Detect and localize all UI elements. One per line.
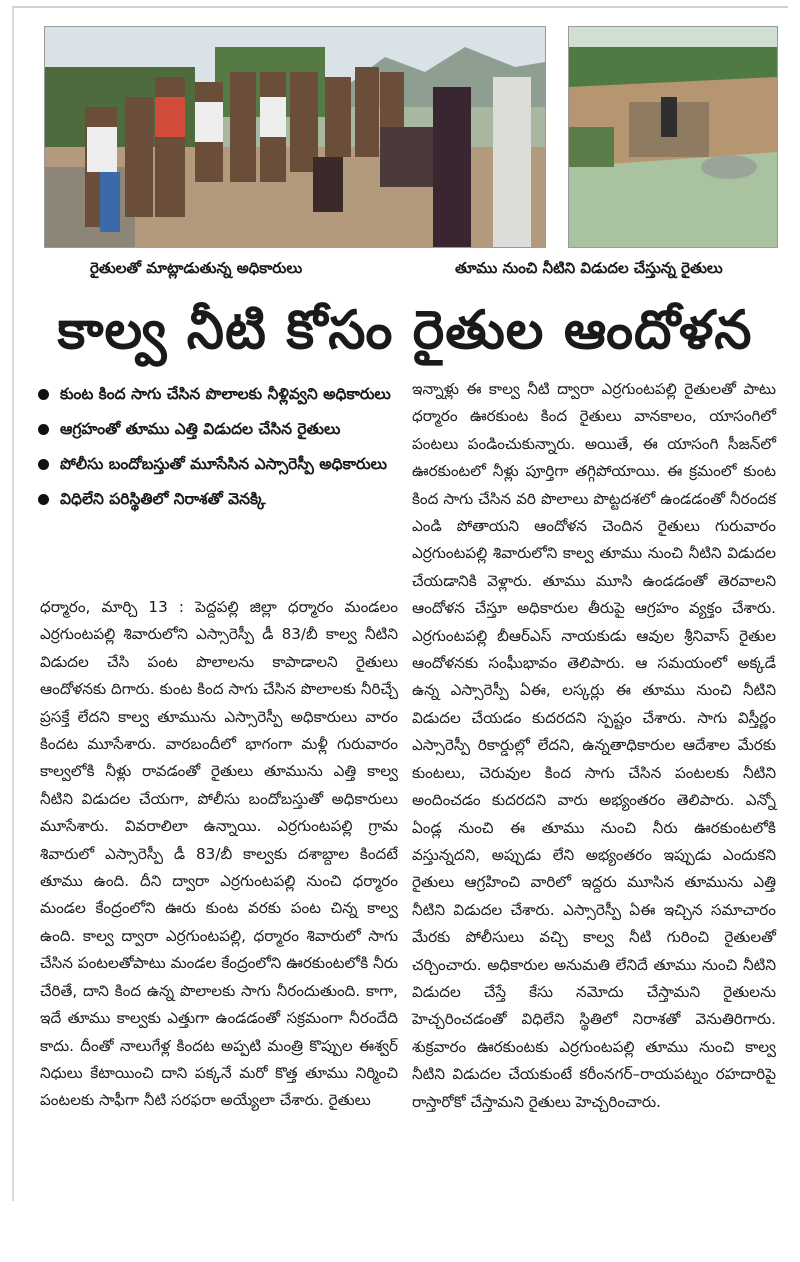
photo-caption-left: రైతులతో మాట్లాడుతున్న అధికారులు bbox=[90, 259, 303, 277]
bullet-dot-icon bbox=[38, 389, 49, 400]
article-body-right: ఇన్నాళ్లు ఈ కాల్వ నీటి ద్వారా ఎర్రగుంటపల్లి రైతులతో పాటు ధర్మారం ఊరకుంట కింద రైతులు వానకాలం, యాసంగిలో పంటలు పండించుకున్నారు. అయితే, ఈ యాసంగి సీజన్‌లో ఊరకుంటలో నీళ్లు పూర్తిగా తగ్గిపోయాయి. ఈ క్రమంలో కుంట కింద సాగు చేసిన వరి పొలాలు పొట్టదశలో ఉండడంతో నీరందక ఎండి పోతాయని ఆందోళన చెందిన రైతులు గురువారం ఎర్రగుంటపల్లి శివారులోని కాల్వ తూము నుంచి నీటిని విడుదల చేయడానికి వెళ్లారు. తూము మూసి ఉండడంతో తెరవాలని ఆందోళన చేస్తూ అధికారుల తీరుపై ఆగ్రహం వ్యక్తం చేశారు. ఎర్రగుంటపల్లి బీఆర్ఎస్ నాయకుడు ఆవుల శ్రీనివాస్ రైతుల ఆందోళనకు సంఘీభావం తెలిపారు. ఆ సమయంలో అక్కడే ఉన్న ఎస్సారెస్పీ ఏఈ, లస్కర్లు ఈ తూము నుంచి నీటిని విడుదల చేయడం కుదరదని స్పష్టం చేశారు. సాగు విస్తీర్ణం ఎస్సారెస్పీ రికార్డుల్లో లేదని, ఉన్నతాధికారుల ఆదేశాల మేరకు కుంటలు, చెరువుల కింద సాగు చేసిన పంటలకు నీటిని అందించడం కుదరదని వారు అభ్యంతరం తెలిపారు. ఎన్నో ఏండ్ల నుంచి ఈ తూము నుంచి నీరు ఊరకుంటలోకి వస్తున్నదని, అప్పుడు లేని అభ్యంతరం ఇప్పుడు ఎందుకని రైతులు ఆగ్రహించి వారిలో ఇద్దరు మూసిన తూమును ఎత్తి నీటిని విడుదల చేశారు. ఎస్సారెస్పీ ఏఈ ఇచ్చిన సమాచారం మేరకు పోలీసులు వచ్చి కాల్వ నీటి గురించి రైతులతో చర్చించారు. అధికారుల అనుమతి లేనిదే తూము నుంచి నీటిని విడుదల చేస్తే కేసు నమోదు చేస్తామని రైతులను హెచ్చరించడంతో విధిలేని స్థితిలో నిరాశతో వెనుతిరిగారు. శుక్రవారం ఊరకుంటకు ఎర్రగుంటపల్లి తూము నుంచి కాల్వ నీటిని విడుదల చేయకుంటే కరీంనగర్–రాయపట్నం రహదారిపై రాస్తారోకో చేస్తామని రైతులు హెచ్చరించారు. bbox=[412, 380, 776, 1111]
highlight-item bbox=[34, 451, 394, 478]
photo-officials-with-farmers bbox=[44, 26, 546, 248]
highlight-text: కుంట కింద సాగు చేసిన పొలాలకు నీళ్లివ్వని అధికారులు bbox=[60, 385, 391, 403]
highlights-list bbox=[34, 381, 394, 521]
photo-caption-right: తూము నుంచి నీటిని విడుదల చేస్తున్న రైతులు bbox=[455, 259, 723, 277]
highlight-text: పోలీసు బందోబస్తుతో మూసేసిన ఎస్సారెస్పీ అధికారులు bbox=[60, 455, 387, 473]
highlight-item bbox=[34, 416, 394, 443]
highlight-text: ఆగ్రహంతో తూము ఎత్తి విడుదల చేసిన రైతులు bbox=[60, 420, 341, 438]
highlight-item bbox=[34, 381, 394, 408]
article-column-right bbox=[412, 376, 776, 1116]
highlight-text: విధిలేని పరిస్థితిలో నిరాశతో వెనక్కి bbox=[60, 490, 266, 508]
photo-farmers-releasing-water bbox=[568, 26, 778, 248]
article-body-left: ధర్మారం, మార్చి 13 : పెద్దపల్లి జిల్లా ధర్మారం మండలం ఎర్రగుంటపల్లి శివారులోని ఎస్సారెస్పీ డీ 83/బీ కాల్వ నీటిని విడుదల చేసి పంట పొలాలను కాపాడాలని రైతులు ఆందోళనకు దిగారు. కుంట కింద సాగు చేసిన పొలాలకు నీరిచ్చే ప్రసక్తే లేదని కాల్వ తూమును ఎస్సారెస్పీ అధికారులు వారం కిందట మూసేశారు. వారబందీలో భాగంగా మళ్లీ గురువారం కాల్వలోకి నీళ్లు రావడంతో రైతులు తూమును ఎత్తి కాల్వ నీటిని విడుదల చేయగా, పోలీసు బందోబస్తుతో అధికారులు మూసేశారు. వివరాలిలా ఉన్నాయి. ఎర్రగుంటపల్లి గ్రామ శివారులో ఎస్సారెస్పీ డీ 83/బీ కాల్వకు దశాబ్దాల కిందటే తూము ఉంది. దీని ద్వారా ఎర్రగుంటపల్లి నుంచి ధర్మారం మండల కేంద్రంలోని ఊరు కుంట వరకు పంట చిన్న కాల్వ ఉంది. కాల్వ ద్వారా ఎర్రగుంటపల్లి, ధర్మారం శివారులో సాగు చేసిన పంటలతోపాటు మండల కేంద్రంలోని ఊరకుంటలోకి నీరు చేరితే, దాని కింద ఉన్న పొలాలకు సాగు నీరందుతుంది. కాగా, ఇదే తూము కాల్వకు ఎత్తుగా ఉండడంతో సక్రమంగా నీరందేది కాదు. దీంతో నాలుగేళ్ల కిందట అప్పటి మంత్రి కొప్పుల ఈశ్వర్ నిధులు కేటాయించి దాని పక్కనే మరో కొత్త తూము నిర్మించి పంటలకు సాఫీగా నీటి సరఫరా అయ్యేలా చేశారు. రైతులు bbox=[40, 598, 398, 1110]
top-rule bbox=[12, 6, 788, 8]
article-column-left bbox=[40, 594, 398, 1115]
highlight-item bbox=[34, 486, 394, 513]
bullet-dot-icon bbox=[38, 459, 49, 470]
left-rule bbox=[12, 6, 14, 1201]
headline: కాల్వ నీటి కోసం రైతుల ఆందోళన bbox=[57, 300, 753, 361]
bullet-dot-icon bbox=[38, 494, 49, 505]
bullet-dot-icon bbox=[38, 424, 49, 435]
